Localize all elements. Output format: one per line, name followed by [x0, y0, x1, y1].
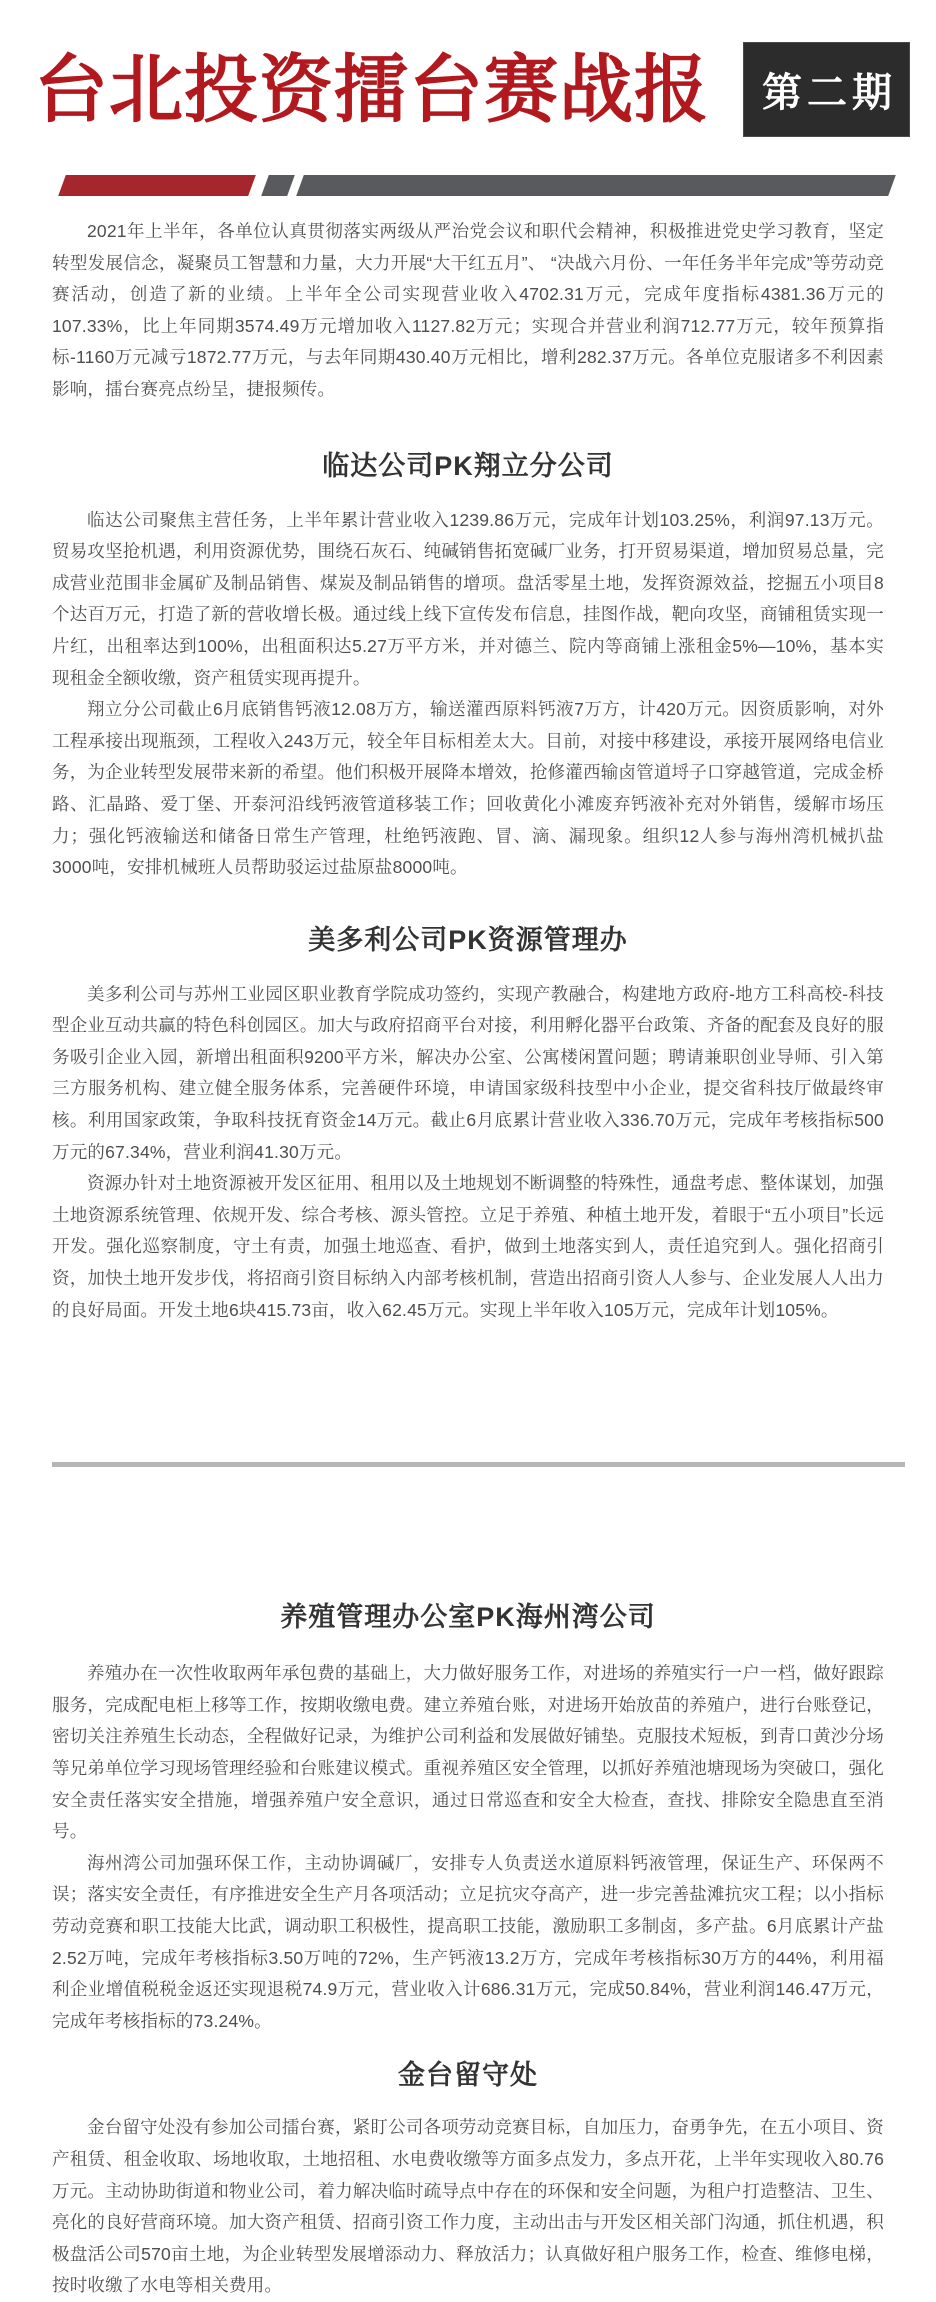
stripe-red-decoration	[58, 175, 256, 196]
decorative-stripes	[62, 175, 892, 196]
masthead	[0, 0, 936, 137]
stripe-gray-small-decoration	[261, 175, 295, 196]
section-paragraph: 资源办针对土地资源被开发区征用、租用以及土地规划不断调整的特殊性，通盘考虑、整体谋划，加强土地资源系统管理、依规开发、综合考核、源头管控。立足于养殖、种植土地开发，着眼于“五小项目”长远开发。强化巡察制度，守土有责，加强土地巡查、看护，做到土地落实到人，责任追究到人。强化招商引资，加快土地开发步伐，将招商引资目标纳入内部考核机制，营造出招商引资人人参与、企业发展人人出力的良好局面。开发土地6块415.73亩，收入62.45万元。实现上半年收入105万元，完成年计划105%。	[52, 1173, 884, 1320]
section-heading: 养殖管理办公室PK海州湾公司	[280, 1602, 656, 1633]
section-paragraph: 翔立分公司截止6月底销售钙液12.08万方，输送灌西原料钙液7万方，计420万元。因资质影响，对外工程承接出现瓶颈，工程收入243万元，较全年目标相差太大。目前，对接中移建设，承接开展网络电信业务，为企业转型发展带来新的希望。他们积极开展降本增效，抢修灌西输卤管道埒子口穿越管道，完成金桥路、汇晶路、爱丁堡、开泰河沿线钙液管道移装工作；回收黄化小滩废弃钙液补充对外销售，缓解市场压力；强化钙液输送和储备日常生产管理，杜绝钙液跑、冒、滴、漏现象。组织12人参与海州湾机械扒盐3000吨，安排机械班人员帮助驳运过盐原盐8000吨。	[52, 699, 884, 878]
section-divider	[52, 1462, 905, 1467]
section-heading: 临达公司PK翔立分公司	[322, 450, 614, 481]
section-jintai	[0, 2053, 936, 2302]
section-heading: 金台留守处	[398, 2060, 538, 2091]
section-paragraph: 海州湾公司加强环保工作，主动协调碱厂，安排专人负责送水道原料钙液管理，保证生产、环保两不误；落实安全责任，有序推进安全生产月各项活动；立足抗灾夺高产，进一步完善盐滩抗灾工程；以小指标劳动竞赛和职工技能大比武，调动职工积极性，提高职工技能，激励职工多制卤，多产盐。6月底累计产盐2.52万吨，完成年考核指标3.50万吨的72%，生产钙液13.2万方，完成年考核指标30万方的44%，利用福利企业增值税税金返还实现退税74.9万元，营业收入计686.31万元，完成50.84%，营业利润146.47万元，完成年考核指标的73.24%。	[52, 1852, 884, 2031]
section-linda-vs-xiangli	[0, 444, 936, 884]
issue-badge: 第二期	[743, 42, 910, 137]
page-title: 台北投资擂台赛战报	[34, 47, 709, 131]
stripe-gray-long-decoration	[296, 175, 896, 196]
section-paragraph: 临达公司聚焦主营任务，上半年累计营业收入1239.86万元，完成年计划103.25%，利润97.13万元。贸易攻坚抢机遇，利用资源优势，围绕石灰石、纯碱销售拓宽碱厂业务，打开贸易渠道，增加贸易总量，完成营业范围非金属矿及制品销售、煤炭及制品销售的增项。盘活零星土地，发挥资源效益，挖掘五小项目8个达百万元，打造了新的营收增长极。通过线上线下宣传发布信息，挂图作战，靶向攻坚，商铺租赁实现一片红，出租率达到100%，出租面积达5.27万平方米，并对德兰、院内等商铺上涨租金5%—10%，基本实现租金全额收缴，资产租赁实现再提升。	[52, 509, 884, 688]
section-yangzhi-vs-haizhouwan	[0, 1595, 936, 2037]
section-heading: 美多利公司PK资源管理办	[308, 924, 628, 955]
section-paragraph: 金台留守处没有参加公司擂台赛，紧盯公司各项劳动竞赛目标，自加压力，奋勇争先，在五小项目、资产租赁、租金收取、场地收取，土地招租、水电费收缴等方面多点发力，多点开花，上半年实现收入80.76万元。主动协助街道和物业公司，着力解决临时疏导点中存在的环保和安全问题，为租户打造整洁、卫生、亮化的良好营商环境。加大资产租赁、招商引资工作力度，主动出击与开发区相关部门沟通，抓住机遇，积极盘活公司570亩土地，为企业转型发展增添动力、释放活力；认真做好租户服务工作，检查、维修电梯，按时收缴了水电等相关费用。	[52, 2117, 884, 2296]
section-paragraph: 美多利公司与苏州工业园区职业教育学院成功签约，实现产教融合，构建地方政府-地方工科高校-科技型企业互动共赢的特色科创园区。加大与政府招商平台对接，利用孵化器平台政策、齐备的配套及良好的服务吸引企业入园，新增出租面积9200平方米，解决办公室、公寓楼闲置问题；聘请兼职创业导师、引入第三方服务机构、建立健全服务体系，完善硬件环境，申请国家级科技型中小企业，提交省科技厅做最终审核。利用国家政策，争取科技抚育资金14万元。截止6月底累计营业收入336.70万元，完成年考核指标500万元的67.34%，营业利润41.30万元。	[52, 983, 884, 1162]
section-meiduoli-vs-ziyuan	[0, 918, 936, 1327]
intro-paragraph: 2021年上半年，各单位认真贯彻落实两级从严治党会议和职代会精神，积极推进党史学习教育，坚定转型发展信念，凝聚员工智慧和力量，大力开展“大干红五月”、 “决战六月份、一年任务半年完成”等劳动竞赛活动，创造了新的业绩。上半年全公司实现营业收入4702.31万元，完成年度指标4381.36万元的107.33%，比上年同期3574.49万元增加收入1127.82万元；实现合并营业利润712.77万元，较年预算指标-1160万元减亏1872.77万元，与去年同期430.40万元相比，增利282.37万元。各单位克服诸多不利因素影响，擂台赛亮点纷呈，捷报频传。	[52, 221, 884, 399]
section-paragraph: 养殖办在一次性收取两年承包费的基础上，大力做好服务工作，对进场的养殖实行一户一档，做好跟踪服务，完成配电柜上移等工作，按期收缴电费。建立养殖台账，对进场开始放苗的养殖户，进行台账登记，密切关注养殖生长动态，全程做好记录，为维护公司利益和发展做好铺垫。克服技术短板，到青口黄沙分场等兄弟单位学习现场管理经验和台账建议模式。重视养殖区安全管理，以抓好养殖池塘现场为突破口，强化安全责任落实安全措施，增强养殖户安全意识，通过日常巡查和安全大检查，查找、排除安全隐患直至消号。	[52, 1663, 884, 1842]
